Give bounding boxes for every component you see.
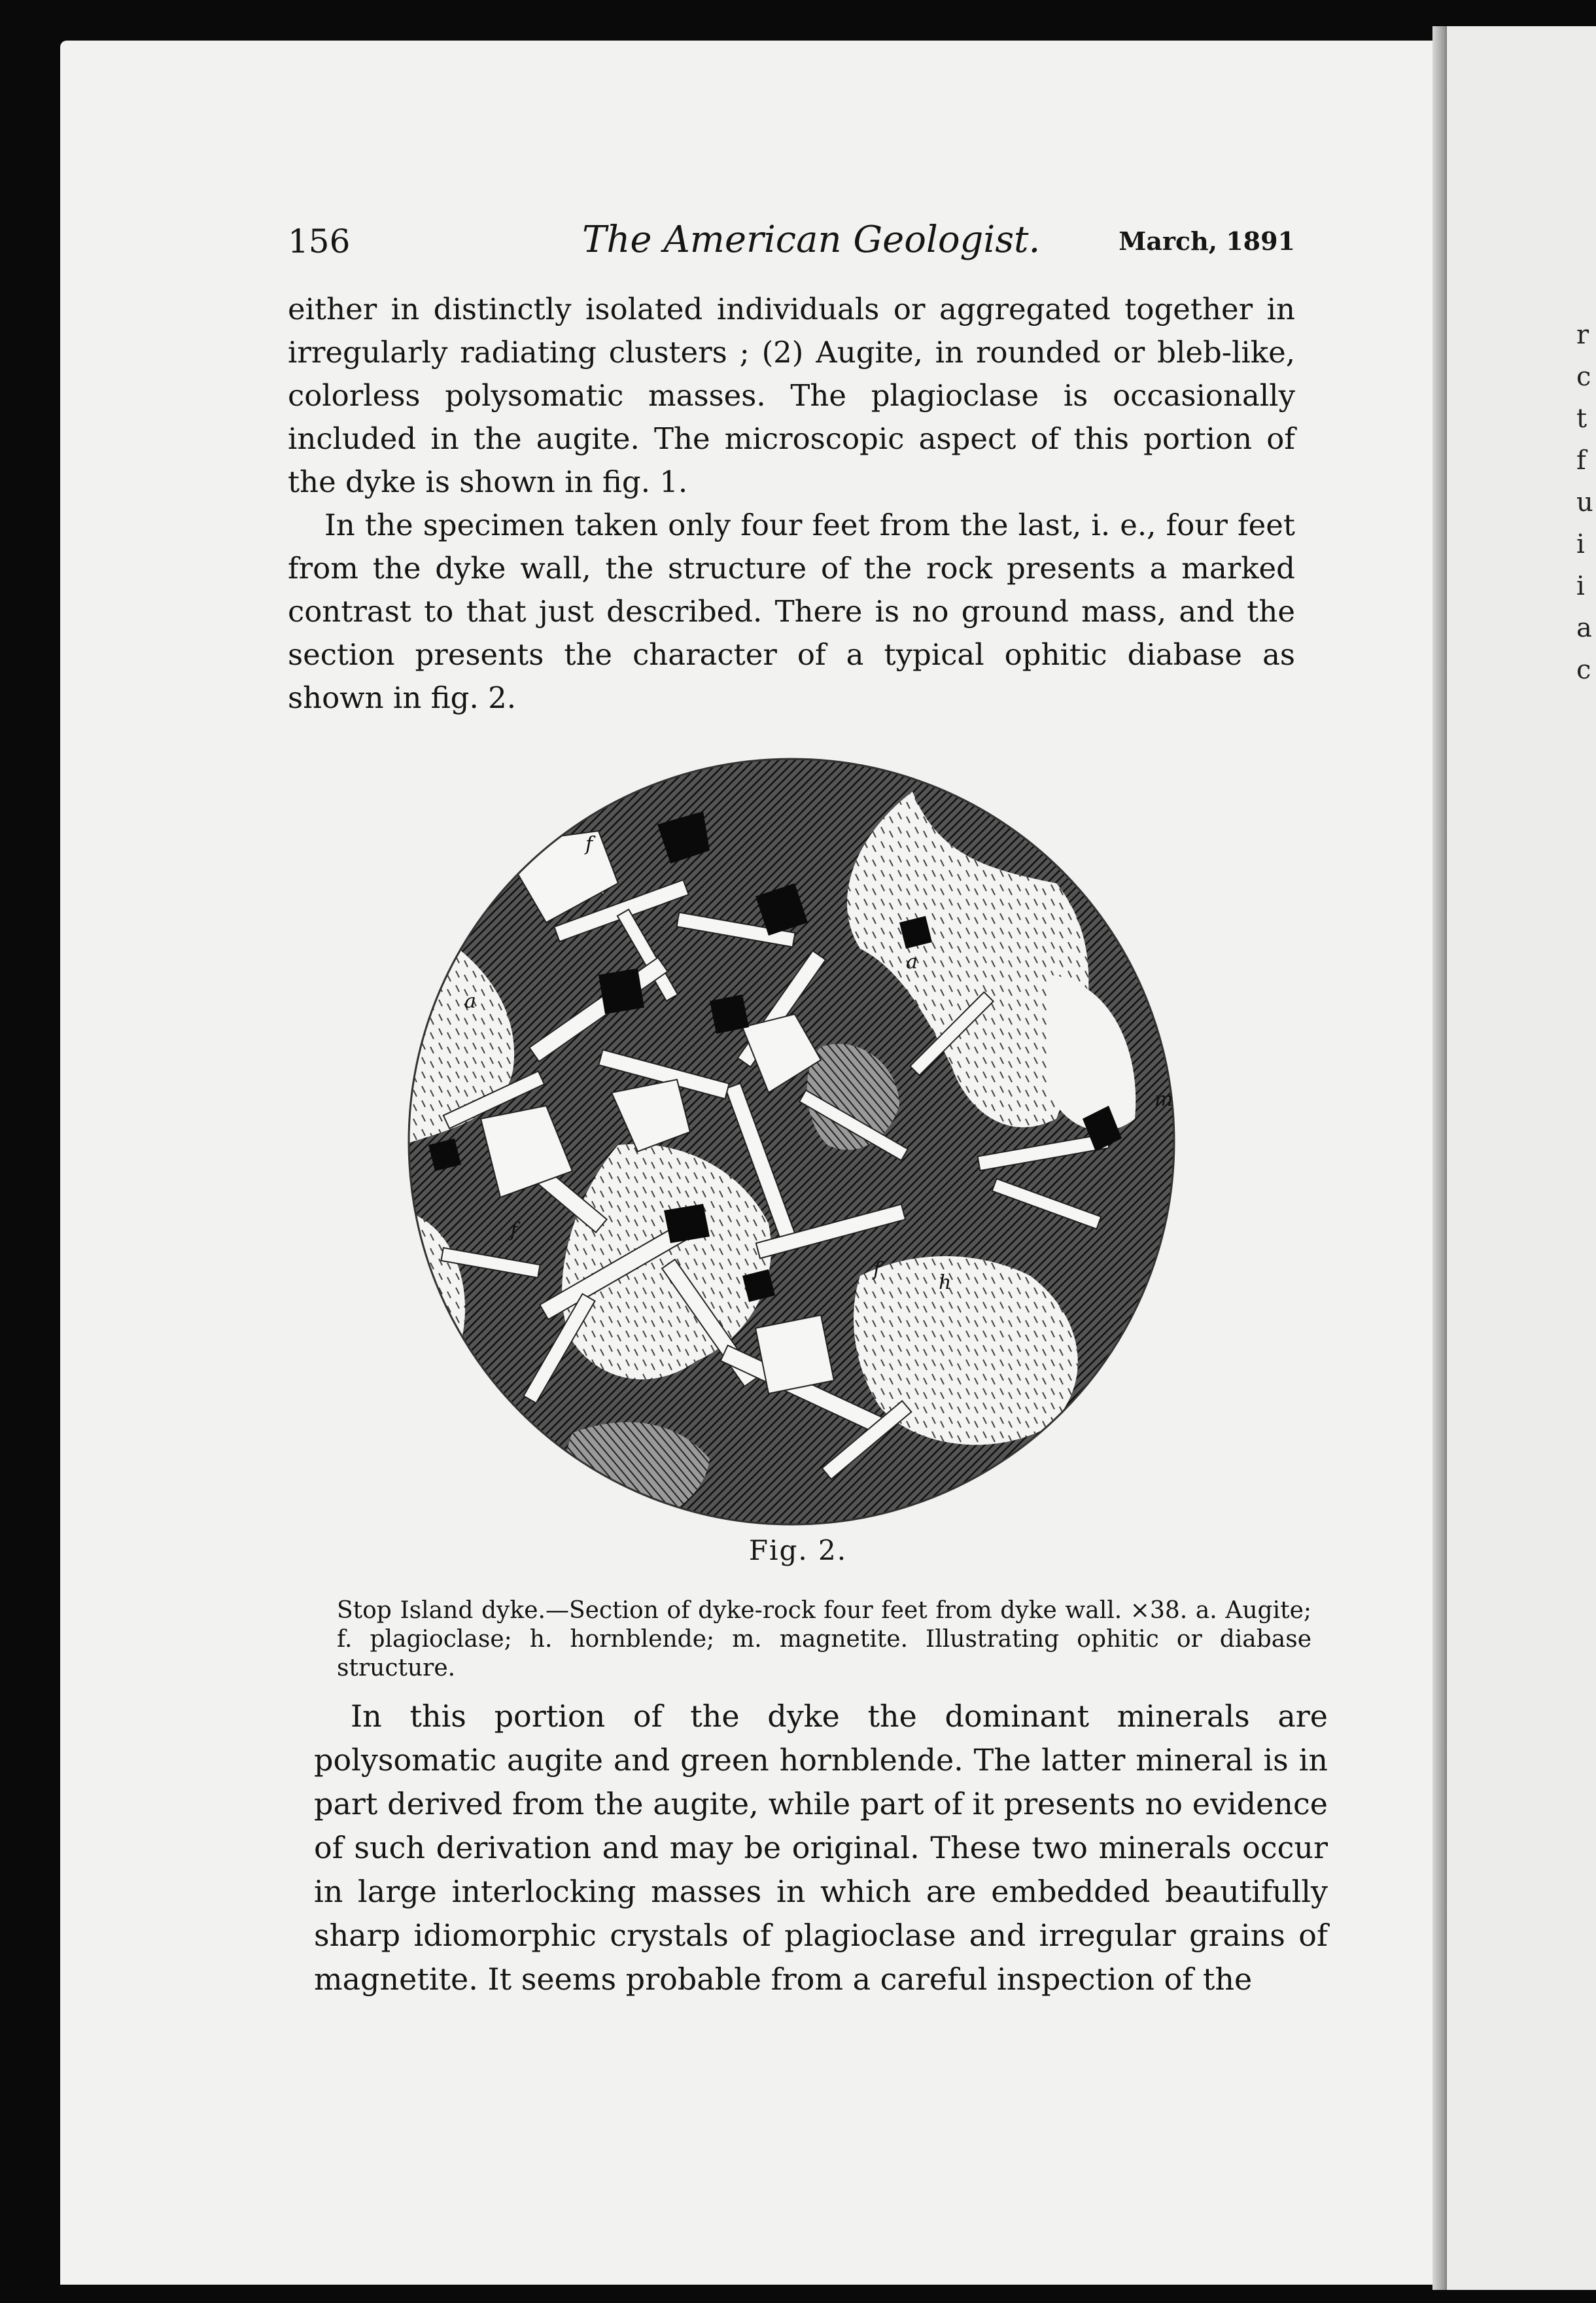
journal-title: The American Geologist. xyxy=(582,219,1041,261)
figure-label: Fig. 2. xyxy=(748,1534,848,1566)
paragraph: either in distinctly isolated individuals or aggregated together in irregularly radiating clusters ; (2) Augite, in rounded or bleb-like, colorless polysomatic masses. The plagioclase is occasionally included in the augite. The microscopic aspect of this portion of the dyke is shown in fig. 1. xyxy=(288,292,1295,499)
figure-letter: f xyxy=(873,1258,881,1281)
micrograph-illustration xyxy=(402,752,1181,1531)
figure-caption: Stop Island dyke.—Section of dyke-rock four feet from dyke wall. ×38. a. Augite; f. plagioclase; h. hornblende; m. magnetite. Illustrating ophitic or diabase structure. xyxy=(337,1597,1311,1681)
figure-2-micrograph xyxy=(402,752,1181,1531)
figure-letter: a xyxy=(906,951,918,974)
paragraph: In the specimen taken only four feet from the last, i. e., four feet from the dyke wall, the structure of the rock presents a marked contrast to that just described. There is no ground mass, and the section presents the character of a typical ophitic diabase as shown in fig. 2. xyxy=(288,508,1295,715)
figure-letter: a xyxy=(464,990,476,1013)
facing-page-letters: r c t f u i i a c xyxy=(1576,320,1593,685)
body-text-bottom xyxy=(314,1695,1328,2001)
facing-page-edge xyxy=(1447,26,1596,2290)
figure-letter: f xyxy=(585,833,593,856)
figure-letter: h xyxy=(939,1271,952,1294)
figure-letter: f xyxy=(510,1219,518,1242)
running-header xyxy=(288,216,1295,268)
figure-letter: m xyxy=(1154,1088,1173,1111)
body-text-top xyxy=(288,288,1295,720)
page-number: 156 xyxy=(288,222,351,260)
paragraph: In this portion of the dyke the dominant minerals are polysomatic augite and green hornblende. The latter mineral is in part derived from the augite, while part of it presents no evidence of such derivation and may be original. These two minerals occur in large interlocking masses in which are embedded beautifully sharp idiomorphic crystals of plagioclase and irregular grains of magnetite. It seems probable from a careful inspection of the xyxy=(314,1698,1328,1997)
issue-date: March, 1891 xyxy=(1119,226,1295,256)
